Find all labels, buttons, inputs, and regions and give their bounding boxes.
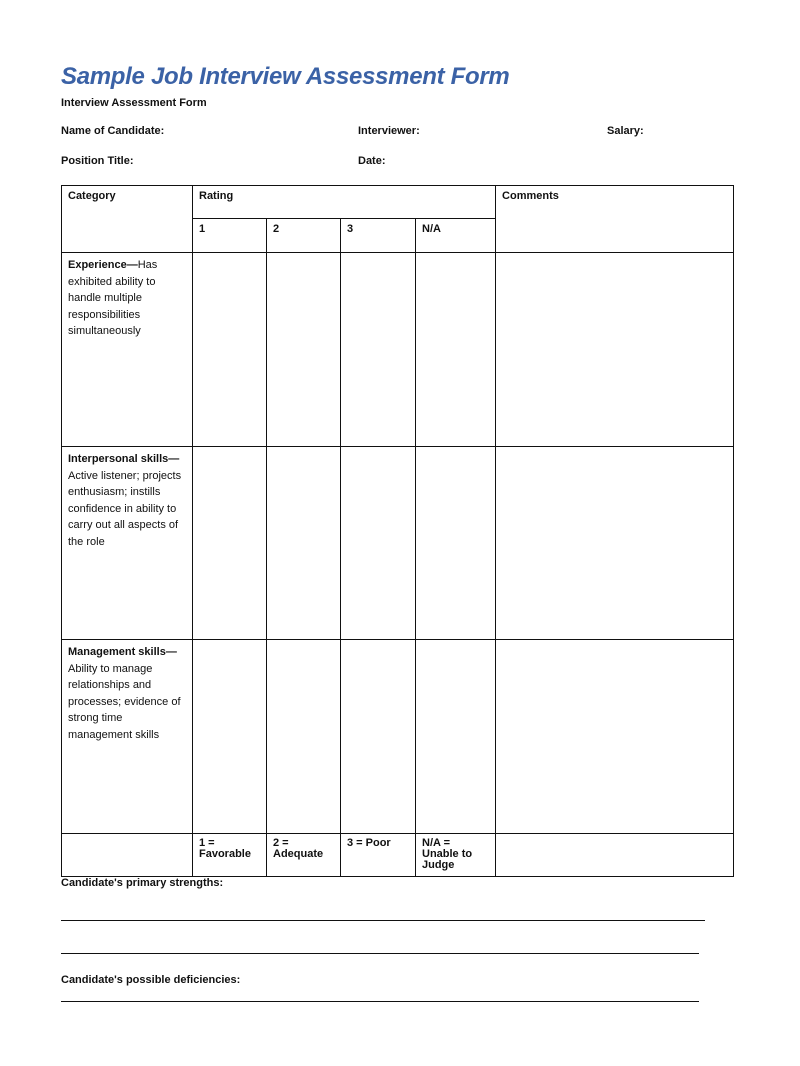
category-description: Has exhibited ability to handle multiple responsibilities simultaneously — [68, 259, 158, 337]
category-experience — [62, 253, 193, 447]
legend-favorable: 1 = Favorable — [193, 834, 267, 877]
rating-cell-1[interactable] — [193, 253, 267, 447]
table-row — [62, 640, 734, 834]
comments-cell[interactable] — [496, 253, 734, 447]
strengths-line-2[interactable] — [61, 953, 699, 954]
assessment-table — [61, 185, 734, 877]
rating-cell-na[interactable] — [416, 253, 496, 447]
legend-row — [62, 834, 734, 877]
legend-empty-cell — [62, 834, 193, 877]
category-header: Category — [62, 186, 193, 253]
position-title-label[interactable]: Position Title: — [61, 155, 134, 167]
date-label[interactable]: Date: — [358, 155, 386, 167]
legend-comments-cell — [496, 834, 734, 877]
rating-cell-3[interactable] — [341, 447, 416, 640]
comments-cell[interactable] — [496, 640, 734, 834]
rating-cell-na[interactable] — [416, 447, 496, 640]
rating-cell-na[interactable] — [416, 640, 496, 834]
form-title: Sample Job Interview Assessment Form — [61, 63, 510, 90]
category-interpersonal — [62, 447, 193, 640]
category-management — [62, 640, 193, 834]
category-title: Experience— — [68, 259, 138, 271]
comments-header: Comments — [496, 186, 734, 253]
strengths-line-1[interactable] — [61, 920, 705, 921]
rating-cell-1[interactable] — [193, 640, 267, 834]
category-title: Management skills— — [68, 646, 177, 658]
salary-label[interactable]: Salary: — [607, 125, 644, 137]
rating-cell-1[interactable] — [193, 447, 267, 640]
rating-col-3: 3 — [341, 219, 416, 253]
comments-cell[interactable] — [496, 447, 734, 640]
rating-col-na: N/A — [416, 219, 496, 253]
rating-cell-3[interactable] — [341, 640, 416, 834]
candidate-name-label[interactable]: Name of Candidate: — [61, 125, 165, 137]
deficiencies-label: Candidate's possible deficiencies: — [61, 974, 241, 986]
form-subtitle: Interview Assessment Form — [61, 97, 207, 109]
legend-adequate: 2 = Adequate — [267, 834, 341, 877]
rating-cell-2[interactable] — [267, 447, 341, 640]
rating-col-2: 2 — [267, 219, 341, 253]
rating-cell-2[interactable] — [267, 253, 341, 447]
rating-cell-2[interactable] — [267, 640, 341, 834]
strengths-label: Candidate's primary strengths: — [61, 877, 224, 889]
deficiencies-line-1[interactable] — [61, 1001, 699, 1002]
legend-poor: 3 = Poor — [341, 834, 416, 877]
table-row — [62, 447, 734, 640]
rating-header: Rating — [193, 186, 496, 219]
category-title: Interpersonal skills— — [68, 453, 180, 465]
category-description: Ability to manage relationships and processes; evidence of strong time management skills — [68, 662, 181, 741]
rating-col-1: 1 — [193, 219, 267, 253]
rating-cell-3[interactable] — [341, 253, 416, 447]
interviewer-label[interactable]: Interviewer: — [358, 125, 420, 137]
legend-unable-to-judge: N/A = Unable to Judge — [416, 834, 496, 877]
table-header-row — [62, 186, 734, 219]
category-description: Active listener; projects enthusiasm; instills confidence in ability to carry out all aspects of the role — [68, 469, 182, 548]
table-row — [62, 253, 734, 447]
